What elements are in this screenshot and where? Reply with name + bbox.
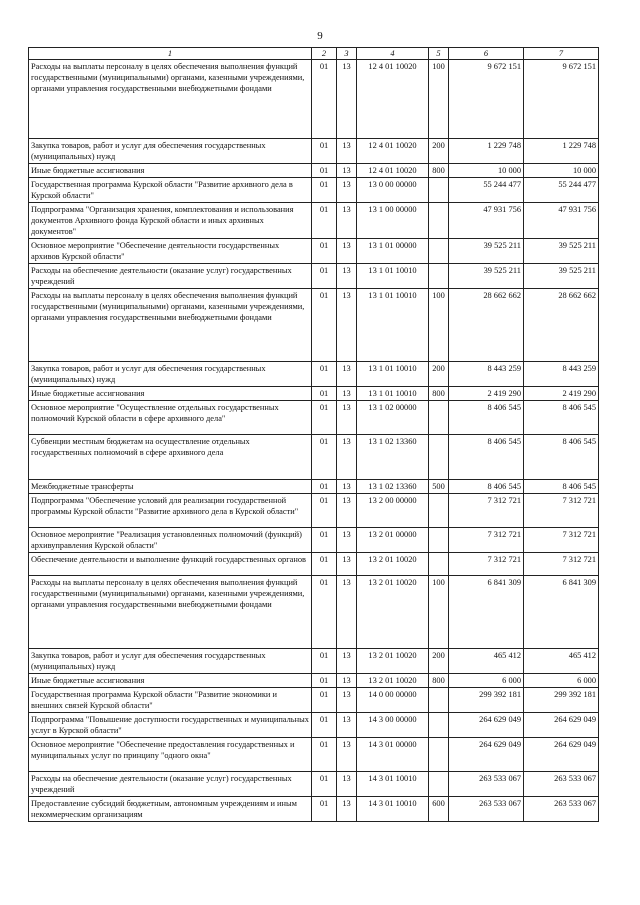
budget-table: [28, 47, 599, 822]
section-code-cell: 01: [312, 289, 337, 362]
section-code-cell: 01: [312, 494, 337, 528]
subsection-code-cell: 13: [337, 674, 357, 688]
row-name-cell: Подпрограмма "Повышение доступности государственных и муниципальных услуг в Курской области": [29, 713, 312, 738]
amount-col7-cell: 263 533 067: [524, 797, 599, 822]
section-code-cell: 01: [312, 649, 337, 674]
target-article-cell: 13 1 01 10010: [357, 387, 429, 401]
amount-col7-cell: 8 443 259: [524, 362, 599, 387]
target-article-cell: 13 1 01 10010: [357, 264, 429, 289]
table-row: [29, 772, 599, 797]
amount-col7-cell: 1 229 748: [524, 139, 599, 164]
table-row: [29, 178, 599, 203]
section-code-cell: 01: [312, 164, 337, 178]
amount-col6-cell: 7 312 721: [449, 528, 524, 553]
row-name-cell: Закупка товаров, работ и услуг для обеспечения государственных (муниципальных) нужд: [29, 649, 312, 674]
table-row: [29, 139, 599, 164]
row-name-cell: Межбюджетные трансферты: [29, 480, 312, 494]
subsection-code-cell: 13: [337, 772, 357, 797]
amount-col7-cell: 7 312 721: [524, 494, 599, 528]
target-article-cell: 13 1 01 00000: [357, 239, 429, 264]
expense-type-cell: 800: [429, 674, 449, 688]
section-code-cell: 01: [312, 401, 337, 435]
amount-col7-cell: 264 629 049: [524, 738, 599, 772]
subsection-code-cell: 13: [337, 576, 357, 649]
amount-col7-cell: 8 406 545: [524, 401, 599, 435]
table-body: [29, 60, 599, 822]
expense-type-cell: [429, 713, 449, 738]
expense-type-cell: 200: [429, 649, 449, 674]
table-row: [29, 649, 599, 674]
section-code-cell: 01: [312, 480, 337, 494]
target-article-cell: 14 0 00 00000: [357, 688, 429, 713]
section-code-cell: 01: [312, 60, 337, 139]
subsection-code-cell: 13: [337, 797, 357, 822]
amount-col7-cell: 6 841 309: [524, 576, 599, 649]
subsection-code-cell: 13: [337, 264, 357, 289]
amount-col7-cell: 7 312 721: [524, 528, 599, 553]
target-article-cell: 14 3 01 00000: [357, 738, 429, 772]
target-article-cell: 14 3 00 00000: [357, 713, 429, 738]
target-article-cell: 13 1 01 10010: [357, 289, 429, 362]
amount-col7-cell: 7 312 721: [524, 553, 599, 576]
table-row: [29, 164, 599, 178]
amount-col6-cell: 263 533 067: [449, 797, 524, 822]
row-name-cell: Закупка товаров, работ и услуг для обеспечения государственных (муниципальных) нужд: [29, 362, 312, 387]
expense-type-cell: 200: [429, 362, 449, 387]
column-number-row: [29, 48, 599, 60]
section-code-cell: 01: [312, 713, 337, 738]
row-name-cell: Расходы на обеспечение деятельности (оказание услуг) государственных учреждений: [29, 772, 312, 797]
column-number: 2: [312, 48, 337, 60]
column-number: 6: [449, 48, 524, 60]
amount-col7-cell: 263 533 067: [524, 772, 599, 797]
target-article-cell: 13 1 02 00000: [357, 401, 429, 435]
amount-col6-cell: 8 406 545: [449, 435, 524, 480]
amount-col6-cell: 10 000: [449, 164, 524, 178]
amount-col7-cell: 264 629 049: [524, 713, 599, 738]
subsection-code-cell: 13: [337, 239, 357, 264]
amount-col6-cell: 7 312 721: [449, 494, 524, 528]
row-name-cell: Государственная программа Курской области "Развитие архивного дела в Курской области": [29, 178, 312, 203]
subsection-code-cell: 13: [337, 738, 357, 772]
target-article-cell: 14 3 01 10010: [357, 797, 429, 822]
amount-col7-cell: 465 412: [524, 649, 599, 674]
row-name-cell: Закупка товаров, работ и услуг для обеспечения государственных (муниципальных) нужд: [29, 139, 312, 164]
amount-col6-cell: 8 406 545: [449, 401, 524, 435]
row-name-cell: Расходы на выплаты персоналу в целях обеспечения выполнения функций государственными (муниципальными) органами, казенными учреждениями, органами управления государственными внебюджетными фондами: [29, 60, 312, 139]
section-code-cell: 01: [312, 688, 337, 713]
table-row: [29, 576, 599, 649]
table-row: [29, 435, 599, 480]
subsection-code-cell: 13: [337, 713, 357, 738]
subsection-code-cell: 13: [337, 203, 357, 239]
target-article-cell: 12 4 01 10020: [357, 139, 429, 164]
section-code-cell: 01: [312, 387, 337, 401]
amount-col6-cell: 299 392 181: [449, 688, 524, 713]
expense-type-cell: [429, 203, 449, 239]
row-name-cell: Основное мероприятие "Обеспечение предоставления государственных и муниципальных услуг по принципу "одного окна": [29, 738, 312, 772]
table-row: [29, 528, 599, 553]
table-row: [29, 713, 599, 738]
row-name-cell: Расходы на обеспечение деятельности (оказание услуг) государственных учреждений: [29, 264, 312, 289]
column-number: 3: [337, 48, 357, 60]
section-code-cell: 01: [312, 264, 337, 289]
expense-type-cell: [429, 688, 449, 713]
row-name-cell: Расходы на выплаты персоналу в целях обеспечения выполнения функций государственными (муниципальными) органами, казенными учреждениями, органами управления государственными внебюджетными фондами: [29, 576, 312, 649]
subsection-code-cell: 13: [337, 178, 357, 203]
row-name-cell: Иные бюджетные ассигнования: [29, 674, 312, 688]
table-row: [29, 60, 599, 139]
section-code-cell: 01: [312, 139, 337, 164]
column-number: 7: [524, 48, 599, 60]
table-row: [29, 401, 599, 435]
target-article-cell: 13 1 00 00000: [357, 203, 429, 239]
expense-type-cell: [429, 528, 449, 553]
section-code-cell: 01: [312, 239, 337, 264]
expense-type-cell: [429, 553, 449, 576]
row-name-cell: Подпрограмма "Организация хранения, комплектования и использования документов Архивного фонда Курской области и иных архивных документов": [29, 203, 312, 239]
target-article-cell: 13 1 02 13360: [357, 435, 429, 480]
expense-type-cell: [429, 264, 449, 289]
amount-col6-cell: 6 000: [449, 674, 524, 688]
amount-col6-cell: 263 533 067: [449, 772, 524, 797]
table-row: [29, 203, 599, 239]
table-row: [29, 797, 599, 822]
amount-col7-cell: 28 662 662: [524, 289, 599, 362]
amount-col7-cell: 8 406 545: [524, 435, 599, 480]
row-name-cell: Основное мероприятие "Осуществление отдельных государственных полномочий Курской области в сфере архивного дела": [29, 401, 312, 435]
row-name-cell: Обеспечение деятельности и выполнение функций государственных органов: [29, 553, 312, 576]
amount-col6-cell: 465 412: [449, 649, 524, 674]
expense-type-cell: 200: [429, 139, 449, 164]
table-row: [29, 289, 599, 362]
amount-col6-cell: 9 672 151: [449, 60, 524, 139]
amount-col6-cell: 8 406 545: [449, 480, 524, 494]
target-article-cell: 13 1 02 13360: [357, 480, 429, 494]
expense-type-cell: 100: [429, 289, 449, 362]
page-number: 9: [317, 30, 323, 42]
subsection-code-cell: 13: [337, 362, 357, 387]
amount-col7-cell: 299 392 181: [524, 688, 599, 713]
section-code-cell: 01: [312, 553, 337, 576]
column-number: 5: [429, 48, 449, 60]
subsection-code-cell: 13: [337, 480, 357, 494]
expense-type-cell: 100: [429, 60, 449, 139]
subsection-code-cell: 13: [337, 289, 357, 362]
amount-col7-cell: 55 244 477: [524, 178, 599, 203]
amount-col7-cell: 39 525 211: [524, 239, 599, 264]
expense-type-cell: [429, 178, 449, 203]
amount-col7-cell: 2 419 290: [524, 387, 599, 401]
subsection-code-cell: 13: [337, 164, 357, 178]
section-code-cell: 01: [312, 528, 337, 553]
target-article-cell: 13 2 00 00000: [357, 494, 429, 528]
amount-col6-cell: 55 244 477: [449, 178, 524, 203]
amount-col6-cell: 1 229 748: [449, 139, 524, 164]
target-article-cell: 13 2 01 10020: [357, 674, 429, 688]
target-article-cell: 12 4 01 10020: [357, 60, 429, 139]
amount-col6-cell: 28 662 662: [449, 289, 524, 362]
amount-col6-cell: 8 443 259: [449, 362, 524, 387]
section-code-cell: 01: [312, 738, 337, 772]
target-article-cell: 14 3 01 10010: [357, 772, 429, 797]
table-row: [29, 264, 599, 289]
expense-type-cell: [429, 772, 449, 797]
amount-col7-cell: 39 525 211: [524, 264, 599, 289]
section-code-cell: 01: [312, 435, 337, 480]
row-name-cell: Субвенции местным бюджетам на осуществление отдельных государственных полномочий в сфере архивного дела: [29, 435, 312, 480]
target-article-cell: 13 2 01 10020: [357, 576, 429, 649]
subsection-code-cell: 13: [337, 60, 357, 139]
section-code-cell: 01: [312, 797, 337, 822]
expense-type-cell: 600: [429, 797, 449, 822]
subsection-code-cell: 13: [337, 139, 357, 164]
row-name-cell: Расходы на выплаты персоналу в целях обеспечения выполнения функций государственными (муниципальными) органами, казенными учреждениями, органами управления государственными внебюджетными фондами: [29, 289, 312, 362]
row-name-cell: Основное мероприятие "Обеспечение деятельности государственных архивов Курской области": [29, 239, 312, 264]
subsection-code-cell: 13: [337, 553, 357, 576]
subsection-code-cell: 13: [337, 528, 357, 553]
row-name-cell: Основное мероприятие "Реализация установленных полномочий (функций) архивуправления Курской области": [29, 528, 312, 553]
amount-col7-cell: 9 672 151: [524, 60, 599, 139]
amount-col6-cell: 264 629 049: [449, 738, 524, 772]
section-code-cell: 01: [312, 576, 337, 649]
table-row: [29, 387, 599, 401]
expense-type-cell: 500: [429, 480, 449, 494]
target-article-cell: 13 2 01 10020: [357, 553, 429, 576]
expense-type-cell: [429, 239, 449, 264]
row-name-cell: Предоставление субсидий бюджетным, автономным учреждениям и иным некоммерческим организациям: [29, 797, 312, 822]
amount-col7-cell: 10 000: [524, 164, 599, 178]
target-article-cell: 13 0 00 00000: [357, 178, 429, 203]
amount-col7-cell: 47 931 756: [524, 203, 599, 239]
table-row: [29, 688, 599, 713]
section-code-cell: 01: [312, 772, 337, 797]
row-name-cell: Иные бюджетные ассигнования: [29, 164, 312, 178]
table-row: [29, 674, 599, 688]
target-article-cell: 12 4 01 10020: [357, 164, 429, 178]
table-row: [29, 553, 599, 576]
subsection-code-cell: 13: [337, 387, 357, 401]
subsection-code-cell: 13: [337, 649, 357, 674]
table-row: [29, 239, 599, 264]
amount-col6-cell: 39 525 211: [449, 239, 524, 264]
expense-type-cell: [429, 738, 449, 772]
subsection-code-cell: 13: [337, 688, 357, 713]
section-code-cell: 01: [312, 178, 337, 203]
expense-type-cell: 100: [429, 576, 449, 649]
target-article-cell: 13 1 01 10010: [357, 362, 429, 387]
amount-col7-cell: 8 406 545: [524, 480, 599, 494]
amount-col6-cell: 7 312 721: [449, 553, 524, 576]
column-number: 4: [357, 48, 429, 60]
section-code-cell: 01: [312, 674, 337, 688]
row-name-cell: Подпрограмма "Обеспечение условий для реализации государственной программы Курской области "Развитие архивного дела в Курской области": [29, 494, 312, 528]
subsection-code-cell: 13: [337, 494, 357, 528]
amount-col6-cell: 47 931 756: [449, 203, 524, 239]
expense-type-cell: [429, 401, 449, 435]
column-number: 1: [29, 48, 312, 60]
target-article-cell: 13 2 01 00000: [357, 528, 429, 553]
expense-type-cell: 800: [429, 164, 449, 178]
amount-col6-cell: 39 525 211: [449, 264, 524, 289]
expense-type-cell: [429, 494, 449, 528]
amount-col7-cell: 6 000: [524, 674, 599, 688]
subsection-code-cell: 13: [337, 435, 357, 480]
section-code-cell: 01: [312, 203, 337, 239]
row-name-cell: Государственная программа Курской области "Развитие экономики и внешних связей Курской области": [29, 688, 312, 713]
amount-col6-cell: 264 629 049: [449, 713, 524, 738]
amount-col6-cell: 2 419 290: [449, 387, 524, 401]
amount-col6-cell: 6 841 309: [449, 576, 524, 649]
table-row: [29, 738, 599, 772]
table-row: [29, 480, 599, 494]
table-row: [29, 362, 599, 387]
table-row: [29, 494, 599, 528]
expense-type-cell: [429, 435, 449, 480]
section-code-cell: 01: [312, 362, 337, 387]
subsection-code-cell: 13: [337, 401, 357, 435]
target-article-cell: 13 2 01 10020: [357, 649, 429, 674]
expense-type-cell: 800: [429, 387, 449, 401]
row-name-cell: Иные бюджетные ассигнования: [29, 387, 312, 401]
